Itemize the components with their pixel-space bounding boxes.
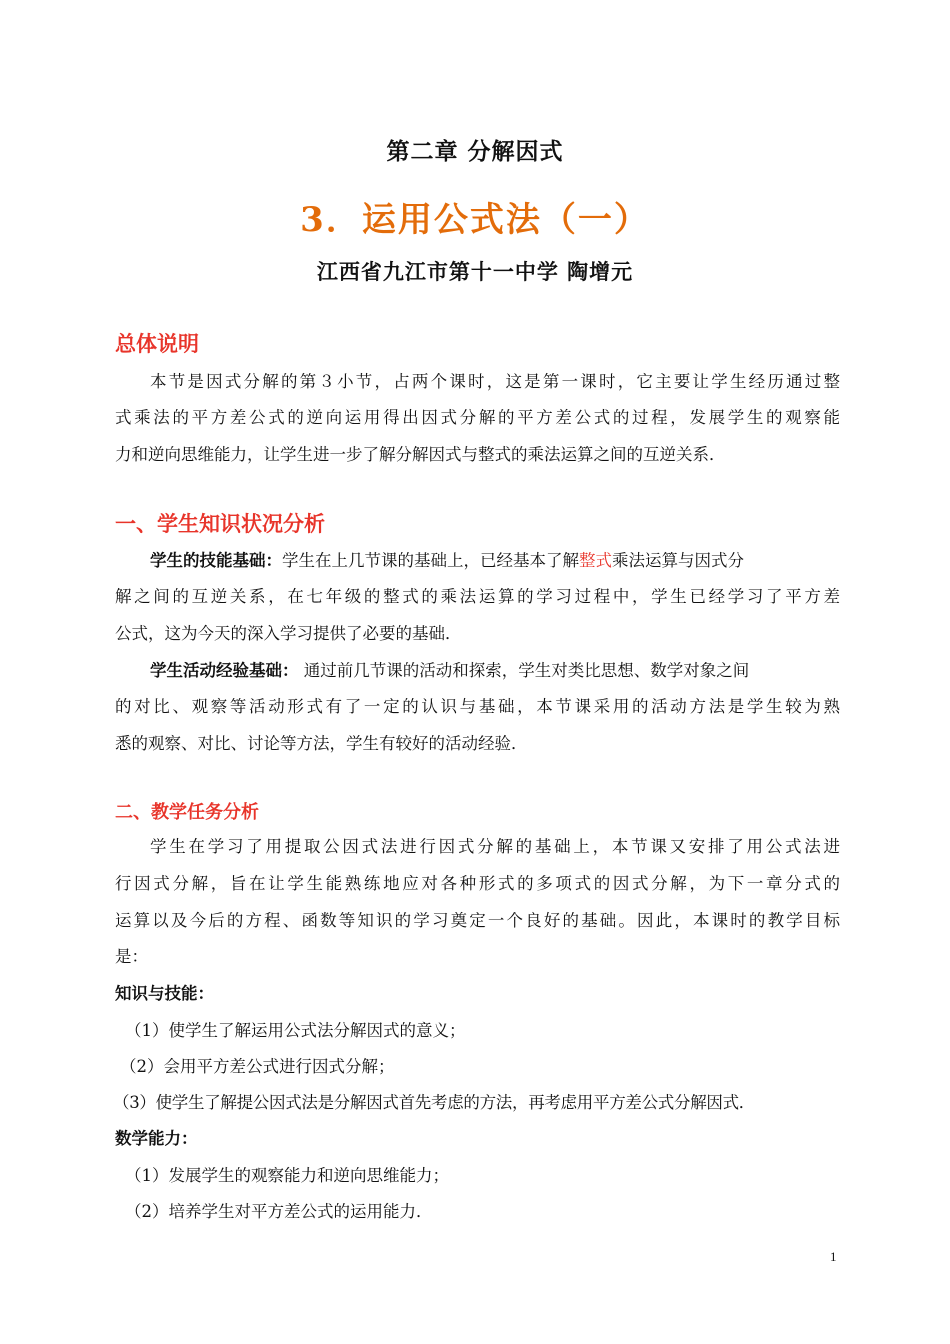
- chapter-title: 第二章 分解因式: [386, 138, 564, 165]
- knowledge-item: （3）使学生了解提公因式法是分解因式首先考虑的方法，再考虑用平方差公式分解因式．: [113, 1093, 755, 1112]
- activity-text: 通过前几节课的活动和探索，学生对类比思想、数学对象之间: [303, 661, 750, 680]
- activity-paragraph-line: [150, 657, 840, 681]
- math-ability-heading: 数学能力：: [115, 1129, 198, 1148]
- math-ability-item: （2）培养学生对平方差公式的运用能力．: [125, 1202, 433, 1221]
- skill-paragraph-line: 公式，这为今天的深入学习提供了必要的基础．: [115, 624, 462, 643]
- overview-line: 本节是因式分解的第３小节，占两个课时，这是第一课时，它主要让学生经历通过整: [150, 372, 840, 391]
- section2-line: 运算以及今后的方程、函数等知识的学习奠定一个良好的基础。因此，本课时的教学目标: [115, 911, 840, 930]
- skill-paragraph-line: 解之间的互逆关系，在七年级的整式的乘法运算的学习过程中，学生已经学习了平方差: [115, 587, 840, 606]
- page-number: 1: [830, 1249, 837, 1264]
- math-ability-item: （1）发展学生的观察能力和逆向思维能力；: [125, 1166, 449, 1185]
- knowledge-item: （1）使学生了解运用公式法分解因式的意义；: [125, 1021, 466, 1040]
- knowledge-item: （2）会用平方差公式进行因式分解；: [120, 1057, 395, 1076]
- lesson-title: 3．运用公式法（一）: [300, 200, 650, 240]
- highlighted-term: 整式: [579, 551, 612, 570]
- overview-line: 力和逆向思维能力，让学生进一步了解分解因式与整式的乘法运算之间的互逆关系．: [115, 445, 726, 464]
- skill-label: 学生的技能基础：: [150, 551, 282, 570]
- section2-line: 学生在学习了用提取公因式法进行因式分解的基础上，本节课又安排了用公式法进: [150, 837, 840, 856]
- author-line: 江西省九江市第十一中学 陶增元: [316, 259, 634, 284]
- knowledge-heading: 知识与技能：: [115, 984, 214, 1003]
- skill-paragraph-line: [150, 547, 840, 571]
- activity-label: 学生活动经验基础：: [150, 661, 299, 680]
- section2-heading: 二、教学任务分析: [115, 802, 259, 823]
- overview-line: 式乘法的平方差公式的逆向运用得出因式分解的平方差公式的过程，发展学生的观察能: [115, 408, 840, 427]
- overview-heading: 总体说明: [115, 331, 199, 356]
- activity-paragraph-line: 的对比、观察等活动形式有了一定的认识与基础，本节课采用的活动方法是学生较为熟: [115, 697, 840, 716]
- section2-line: 是：: [115, 947, 148, 966]
- activity-paragraph-line: 悉的观察、对比、讨论等方法，学生有较好的活动经验．: [115, 734, 528, 753]
- skill-text: 学生在上几节课的基础上，已经基本了解: [282, 551, 579, 570]
- skill-text: 乘法运算与因式分: [612, 551, 744, 570]
- section1-heading: 一、学生知识状况分析: [115, 511, 325, 536]
- section2-line: 行因式分解，旨在让学生能熟练地应对各种形式的多项式的因式分解，为下一章分式的: [115, 874, 840, 893]
